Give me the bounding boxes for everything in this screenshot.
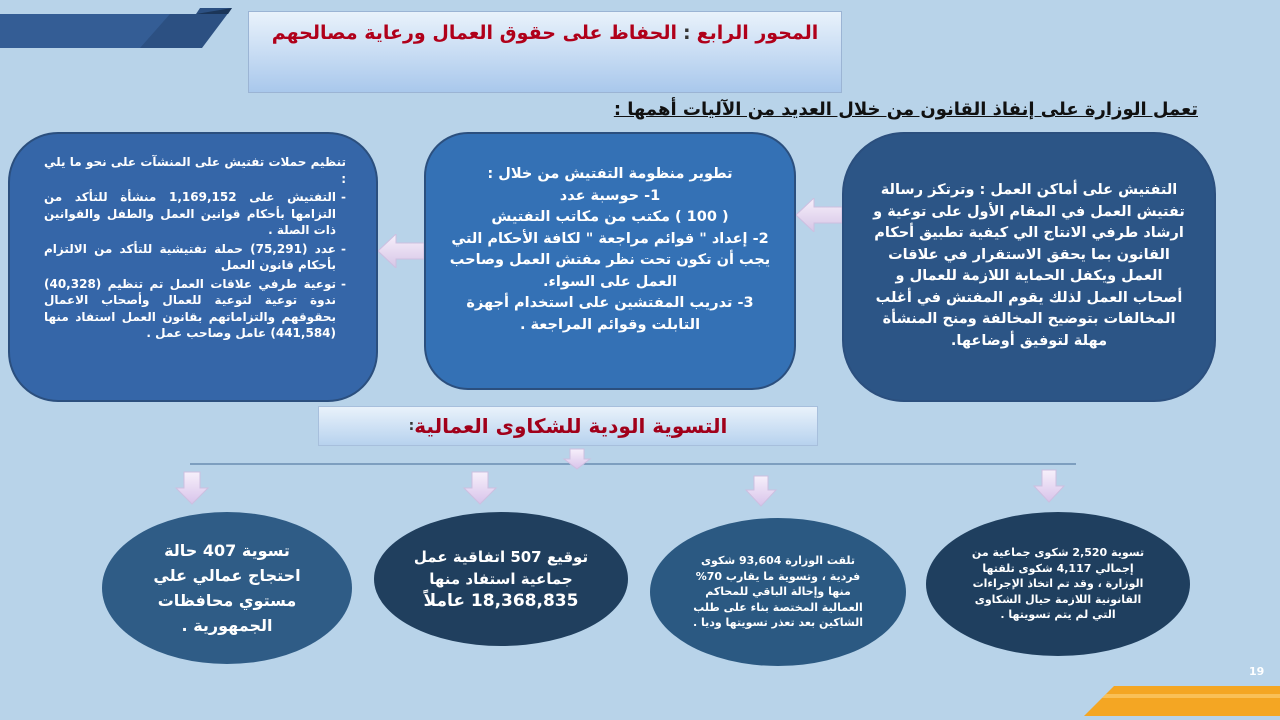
campaigns-item-3: - توعية طرفي علاقات العمل تم تنظيم (40,328) ندوة توعية لتوعية للعمال وأصحاب الاعمال بحقوقهم والتزاماتهم بقانون العمل استفاد منها (441,584) عامل وصاحب عمل . [44, 276, 346, 342]
title-main: الحفاظ على حقوق العمال ورعاية مصالحهم [271, 22, 678, 44]
oval-collective-complaints [926, 512, 1190, 656]
footer-ribbon-decoration [1084, 686, 1280, 720]
inspection-text: التفتيش على أماكن العمل : وترتكز رسالة تفتيش العمل في المقام الأول على توعية و ارشاد طرفي الانتاج الي كيفية تطبيق أحكام القانون بما يحقق الاستقرار في علاقات العمل ويكفل الحماية اللازمة للعمال و أصحاب العمل لذلك يقوم المفتش في أغلب المخالفات بتوضيح المخالفة ومنح المنشأة مهلة لتوفيق أوضاعها. [873, 182, 1185, 349]
oval-4-text: تسوية 2,520 شكوى جماعية من إجمالي 4,117 شكوى تلقتها الوزارة ، وقد تم اتخاذ الإجراءات القانونية اللازمة حيال الشكاوى التي لم يتم تسويتها . [971, 546, 1145, 622]
oval-worker-protests [102, 512, 352, 664]
title-separator: : [683, 22, 691, 44]
down-arrow-icon [1034, 470, 1064, 502]
campaigns-heading: تنظيم حملات تفتيش على المنشآت على نحو ما يلي : [44, 155, 346, 186]
oval-1-line-4: الجمهورية . [181, 616, 273, 635]
oval-collective-agreements [374, 512, 628, 646]
development-item-2: 2- إعداد " قوائم مراجعة " لكافة الأحكام التي يجب أن تكون تحت نظر مفتش العمل وصاحب العمل على السواء. [449, 230, 771, 290]
campaigns-item-2: - عدد (75,291) حملة تفتيشية للتأكد من الالتزام بأحكام قانون العمل [44, 241, 346, 274]
oval-1-line-1: تسوية 407 حالة [164, 541, 290, 560]
development-item-1-title: 1- حوسبة عدد [559, 187, 661, 204]
page-number: 19 [1249, 665, 1265, 678]
title-prefix: المحور الرابع [696, 22, 819, 44]
development-heading: تطوير منظومة التفتيش من خلال : [487, 166, 733, 182]
down-arrow-icon [746, 476, 776, 506]
intro-heading: تعمل الوزارة على إنفاذ القانون من خلال العديد من الآليات أهمها : [613, 99, 1198, 120]
campaigns-item-1: - التفتيش على 1,169,152 منشأة للتأكد من التزامها بأحكام قوانين العمل والطفل والقوانين ذات الصلة . [44, 189, 346, 239]
complaints-banner-colon: : [408, 418, 415, 434]
oval-3-text: تلقت الوزارة 93,604 شكوى فردية ، وتسوية ما يقارب 70% منها وإحالة الباقي للمحاكم العمالية المختصة بناء على طلب الشاكين بعد تعذر تسويتها وديا . [692, 554, 864, 630]
down-arrow-icon [464, 472, 496, 504]
development-item-1-detail: ( 100 ) مكتب من مكاتب التفتيش [491, 209, 729, 225]
down-arrow-icon [564, 449, 590, 469]
oval-1-line-3: مستوي محافظات [157, 591, 297, 610]
down-arrow-icon [176, 472, 208, 504]
complaints-banner-title: التسوية الودية للشكاوى العمالية [414, 414, 728, 438]
oval-2-line-2: جماعية استفاد منها [429, 570, 573, 588]
development-item-3: 3- تدريب المفتشين على استخدام أجهزة التابلت وقوائم المراجعة . [466, 295, 754, 333]
oval-1-line-2: احتجاج عمالي علي [153, 566, 301, 585]
oval-2-line-1: توقيع 507 اتفاقية عمل [413, 548, 589, 566]
oval-2-line-3: 18,368,835 عاملاً [423, 591, 579, 611]
oval-individual-complaints [650, 518, 906, 666]
